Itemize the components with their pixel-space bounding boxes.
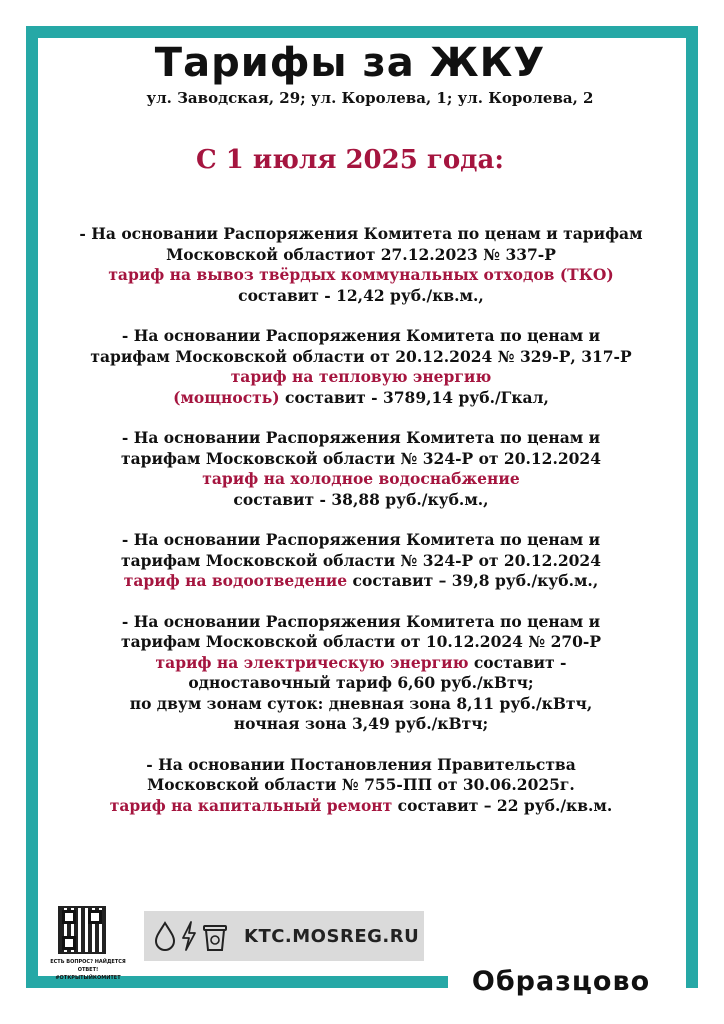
- tariff-name: тариф на водоотведение: [123, 571, 348, 590]
- qr-corner: [62, 910, 76, 924]
- basis-line: Московской области № 755-ПП от 30.06.2025г.: [147, 775, 575, 794]
- site-link[interactable]: KTC.MOSREG.RU: [244, 925, 420, 947]
- tariff-value: ночная зона 3,49 руб./кВтч;: [233, 714, 489, 733]
- tariff-name: (мощность): [173, 387, 280, 407]
- tariff-electricity: [36, 612, 686, 735]
- tariff-value: составит – 22 руб./кв.м.: [392, 795, 613, 815]
- qr-corner: [88, 910, 102, 924]
- tariff-value-line: [36, 571, 686, 592]
- tariff-value: составит -: [468, 652, 567, 672]
- basis-line: - На основании Распоряжения Комитета по ценам и: [121, 428, 601, 447]
- tariff-name: тариф на холодное водоснабжение: [202, 469, 520, 488]
- tariff-drainage: [36, 530, 686, 592]
- qr-corner: [62, 936, 76, 950]
- page-title: Тарифы за ЖКУ: [154, 40, 546, 86]
- tariff-value: составит - 3789,14 руб./Гкал,: [279, 387, 549, 407]
- basis-line: - На основании Распоряжения Комитета по ценам и: [121, 326, 601, 345]
- committee-banner[interactable]: [144, 911, 424, 961]
- tariff-value: составит - 38,88 руб./куб.м.,: [233, 489, 489, 509]
- tariff-waste: [36, 224, 686, 306]
- basis-line: тарифам Московской области № 324-Р от 20.12.2024: [120, 550, 602, 570]
- basis-line: тарифам Московской области от 10.12.2024 № 270-Р: [120, 632, 602, 651]
- town-name: Образцово: [471, 966, 651, 997]
- qr-code[interactable]: [58, 906, 106, 954]
- qr-caption-hashtag: #ОТКРЫТЫЙКОМИТЕТ: [55, 975, 121, 981]
- water-drop-icon: [150, 918, 180, 954]
- tariff-value: по двум зонам суток: дневная зона 8,11 руб./кВтч,: [129, 693, 593, 713]
- basis-line: тарифам Московской области от 20.12.2024 № 329-Р, 317-Р: [90, 346, 632, 366]
- tariff-name: тариф на тепловую энергию: [230, 367, 492, 386]
- tariff-heat: [36, 326, 686, 408]
- tariff-value: составит – 39,8 руб./куб.м.,: [347, 571, 599, 590]
- addresses: ул. Заводская, 29; ул. Королева, 1; ул. Королева, 2: [146, 89, 594, 107]
- basis-line: Московской областиот 27.12.2023 № 337-Р: [166, 244, 556, 264]
- basis-line: - На основании Постановления Правительства: [146, 754, 576, 774]
- tariff-name: тариф на вывоз твёрдых коммунальных отходов (ТКО): [108, 265, 614, 284]
- trash-bin-icon: [200, 918, 230, 954]
- qr-caption: [48, 958, 128, 982]
- tariff-value: одноставочный тариф 6,60 руб./кВтч;: [188, 673, 534, 692]
- basis-line: - На основании Распоряжения Комитета по ценам и тарифам: [79, 224, 643, 243]
- tariff-value-line: [36, 388, 686, 409]
- tariff-value: составит - 12,42 руб./кв.м.,: [238, 285, 484, 305]
- tariff-name: тариф на электрическую энергию: [155, 652, 469, 672]
- basis-line: - На основании Распоряжения Комитета по ценам и: [121, 611, 601, 631]
- tariff-capital-repair: [36, 755, 686, 817]
- tariff-value-line: [36, 653, 686, 674]
- tariff-list: [36, 224, 686, 836]
- basis-line: - На основании Распоряжения Комитета по ценам и: [121, 530, 601, 549]
- tariff-name: тариф на капитальный ремонт: [109, 795, 393, 815]
- effective-date: С 1 июля 2025 года:: [196, 145, 504, 175]
- tariff-cold-water: [36, 428, 686, 510]
- qr-caption-question: ЕСТЬ ВОПРОС? НАЙДЕТСЯ ОТВЕТ!: [50, 959, 126, 973]
- basis-line: тарифам Московской области № 324-Р от 20.12.2024: [120, 448, 602, 468]
- lightning-icon: [180, 918, 198, 954]
- tariff-value-line: [36, 796, 686, 817]
- frame-top: [26, 26, 698, 38]
